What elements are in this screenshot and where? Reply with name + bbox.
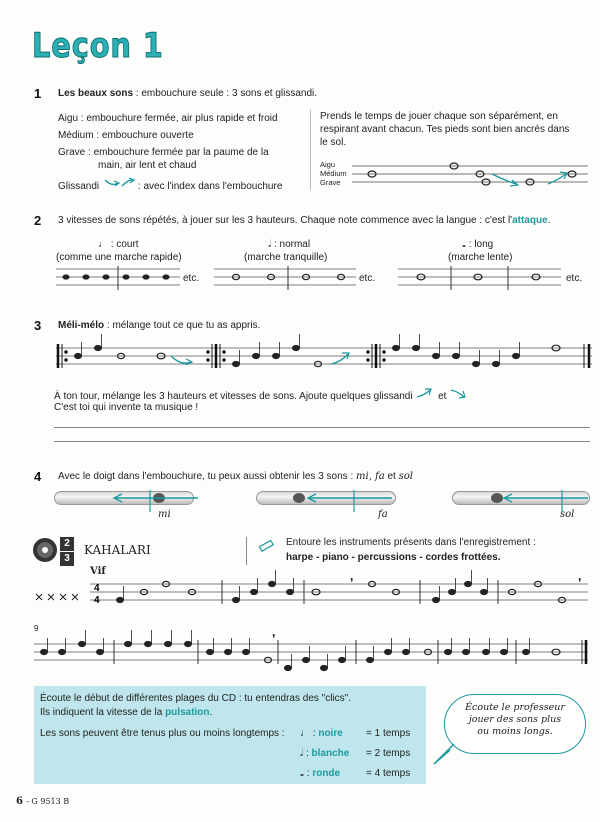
section-number-1: 1 [34, 86, 42, 101]
blanche-row: 𝅗𝅥 : blanche [300, 748, 350, 759]
info-line-1: Écoute le début de différentes plages du CD : tu entendras des "clics". [40, 693, 351, 704]
page-title: Leçon 1 [32, 26, 164, 66]
ronde-name: ronde [312, 768, 341, 779]
flute-fa-label: fa [378, 509, 388, 520]
section3-intro [58, 319, 260, 332]
court-sub: (comme une marche rapide) [56, 252, 182, 263]
glissandi-text: : avec l'index dans l'embouchure [137, 181, 283, 192]
right-text-2: respirant avant chacun. Tes pieds sont bien ancrés dans [320, 124, 570, 135]
normal-text: : normal [273, 239, 311, 250]
normal-label [268, 238, 310, 251]
section1-intro-text: : embouchure seule : 3 sons et glissandi. [133, 88, 318, 99]
svg-text:,: , [350, 569, 354, 583]
quarter-note-icon: ♩ [98, 239, 108, 250]
page-number: 6 [16, 796, 23, 807]
section4-notes: mi, fa [356, 471, 385, 482]
svg-text:,: , [578, 569, 582, 583]
cd-icon [32, 537, 58, 563]
glissando-up-icon [415, 387, 435, 403]
section3-text: : mélange tout ce que tu as appris. [104, 320, 261, 331]
long-sub: (marche lente) [448, 252, 513, 263]
track-number-bottom: 3 [60, 552, 74, 566]
flute-mi-label: mi [158, 509, 171, 520]
blanche-name: blanche [311, 748, 350, 759]
whole-note-icon: 𝅝 [462, 239, 466, 250]
svg-text:,: , [272, 625, 276, 639]
info-line-2a: Ils indiquent la vitesse de la [40, 707, 166, 718]
glissandi-label: Glissandi [58, 181, 100, 192]
meli-melo-staff [56, 340, 596, 374]
section2-period: . [547, 215, 551, 226]
info-line-2 [40, 706, 212, 719]
repeated-notes-staff [56, 266, 596, 292]
section3-line2: C'est toi qui invente ta musique ! [54, 402, 199, 413]
writing-line-1 [54, 427, 590, 428]
ronde-value: = 4 temps [366, 768, 411, 779]
pulsation-keyword: pulsation [165, 707, 210, 718]
quarter-note-icon: ♩ [300, 728, 310, 739]
long-label [462, 238, 493, 251]
footer [16, 796, 69, 807]
court-text: : court [110, 239, 139, 250]
section1-intro [58, 87, 317, 100]
pitch-staff [352, 160, 592, 192]
section-number-2: 2 [34, 213, 42, 228]
noire-name: noire [318, 728, 343, 739]
pencil-icon [258, 538, 276, 554]
section1-heading: Les beaux sons [58, 88, 134, 99]
attaque-keyword: attaque [512, 215, 548, 226]
kahalari-staff-2 [32, 625, 592, 674]
label-medium: Médium [320, 169, 347, 178]
section3-line1-text: À ton tour, mélange les 3 hauteurs et vitesses de sons. Ajoute quelques glissandi [54, 391, 413, 402]
glissandi-line [58, 177, 282, 193]
section4-text [58, 470, 413, 483]
svg-text:4: 4 [94, 595, 100, 606]
etc-3: etc. [566, 273, 583, 284]
section-number-4: 4 [34, 469, 42, 484]
pitch-labels [320, 160, 347, 187]
svg-text:4: 4 [94, 583, 100, 594]
instruments-end: . [497, 552, 501, 563]
half-note-icon: 𝅗𝅥 [268, 239, 272, 250]
noire-row: ♩ : noire [300, 728, 343, 739]
kahalari-divider [246, 537, 247, 565]
etc-1: etc. [183, 273, 200, 284]
ronde-row: 𝅝 : ronde [300, 768, 341, 779]
info-line-3: Les sons peuvent être tenus plus ou moins longtemps : [40, 728, 285, 739]
grave-text-2: main, air lent et chaud [98, 160, 197, 171]
normal-sub: (marche tranquille) [244, 252, 328, 263]
section3-heading: Méli-mélo [58, 320, 105, 331]
right-text-3: le sol. [320, 137, 347, 148]
instruments-text: harpe - piano - percussions - cordes frottées [286, 552, 498, 563]
label-grave: Grave [320, 178, 341, 187]
track-number-top: 2 [60, 537, 74, 551]
bubble-line-3: ou moins longs. [477, 726, 553, 737]
instruments-list [286, 551, 501, 564]
medium-text: Médium : embouchure ouverte [58, 130, 194, 141]
bubble-line-1: Écoute le professeur [465, 702, 565, 713]
blanche-value: = 2 temps [366, 748, 411, 759]
column-divider [310, 110, 311, 190]
arrow-mi-icon [110, 490, 200, 514]
section2-text [58, 214, 550, 227]
bubble-tail [430, 740, 460, 770]
half-note-icon: 𝅗𝅥 [300, 748, 304, 759]
piece-title: KAHALARI [84, 543, 151, 557]
bubble-line-2: jouer des sons plus [468, 714, 562, 725]
instruction-text: Entoure les instruments présents dans l'enregistrement : [286, 537, 536, 548]
tempo-marking: Vif [90, 566, 106, 577]
section2-text-main: 3 vitesses de sons répétés, à jouer sur les 3 hauteurs. Chaque note commence avec la langue : c'est l' [58, 215, 513, 226]
measure-number: 9 [34, 624, 39, 633]
glissando-down-icon [102, 177, 138, 193]
section4-main: Avec le doigt dans l'embouchure, tu peux aussi obtenir les 3 sons : [58, 471, 354, 482]
court-label [98, 238, 139, 251]
aigu-text: Aigu : embouchure fermée, air plus rapide et froid [58, 113, 278, 124]
writing-line-2 [54, 441, 590, 442]
glissando-down-icon-2 [449, 387, 469, 403]
right-text-1: Prends le temps de jouer chaque son séparément, en [320, 111, 558, 122]
etc-2: etc. [359, 273, 376, 284]
section3-et: et [438, 391, 447, 402]
whole-note-icon: 𝅝 [300, 768, 304, 779]
bubble-text [448, 702, 582, 738]
section4-and: et [387, 471, 396, 482]
section-number-3: 3 [34, 318, 42, 333]
label-aigu: Aigu [320, 160, 336, 169]
catalog-code: - G 9513 B [26, 797, 70, 806]
noire-value: = 1 temps [366, 728, 411, 739]
section4-sol: sol [398, 471, 413, 482]
long-text: : long [468, 239, 494, 250]
arrow-sol-icon [500, 490, 590, 514]
grave-text-1: Grave : embouchure fermée par la paume de la [58, 147, 269, 158]
info-line-2c: . [209, 707, 213, 718]
flute-sol-label: sol [560, 509, 575, 520]
